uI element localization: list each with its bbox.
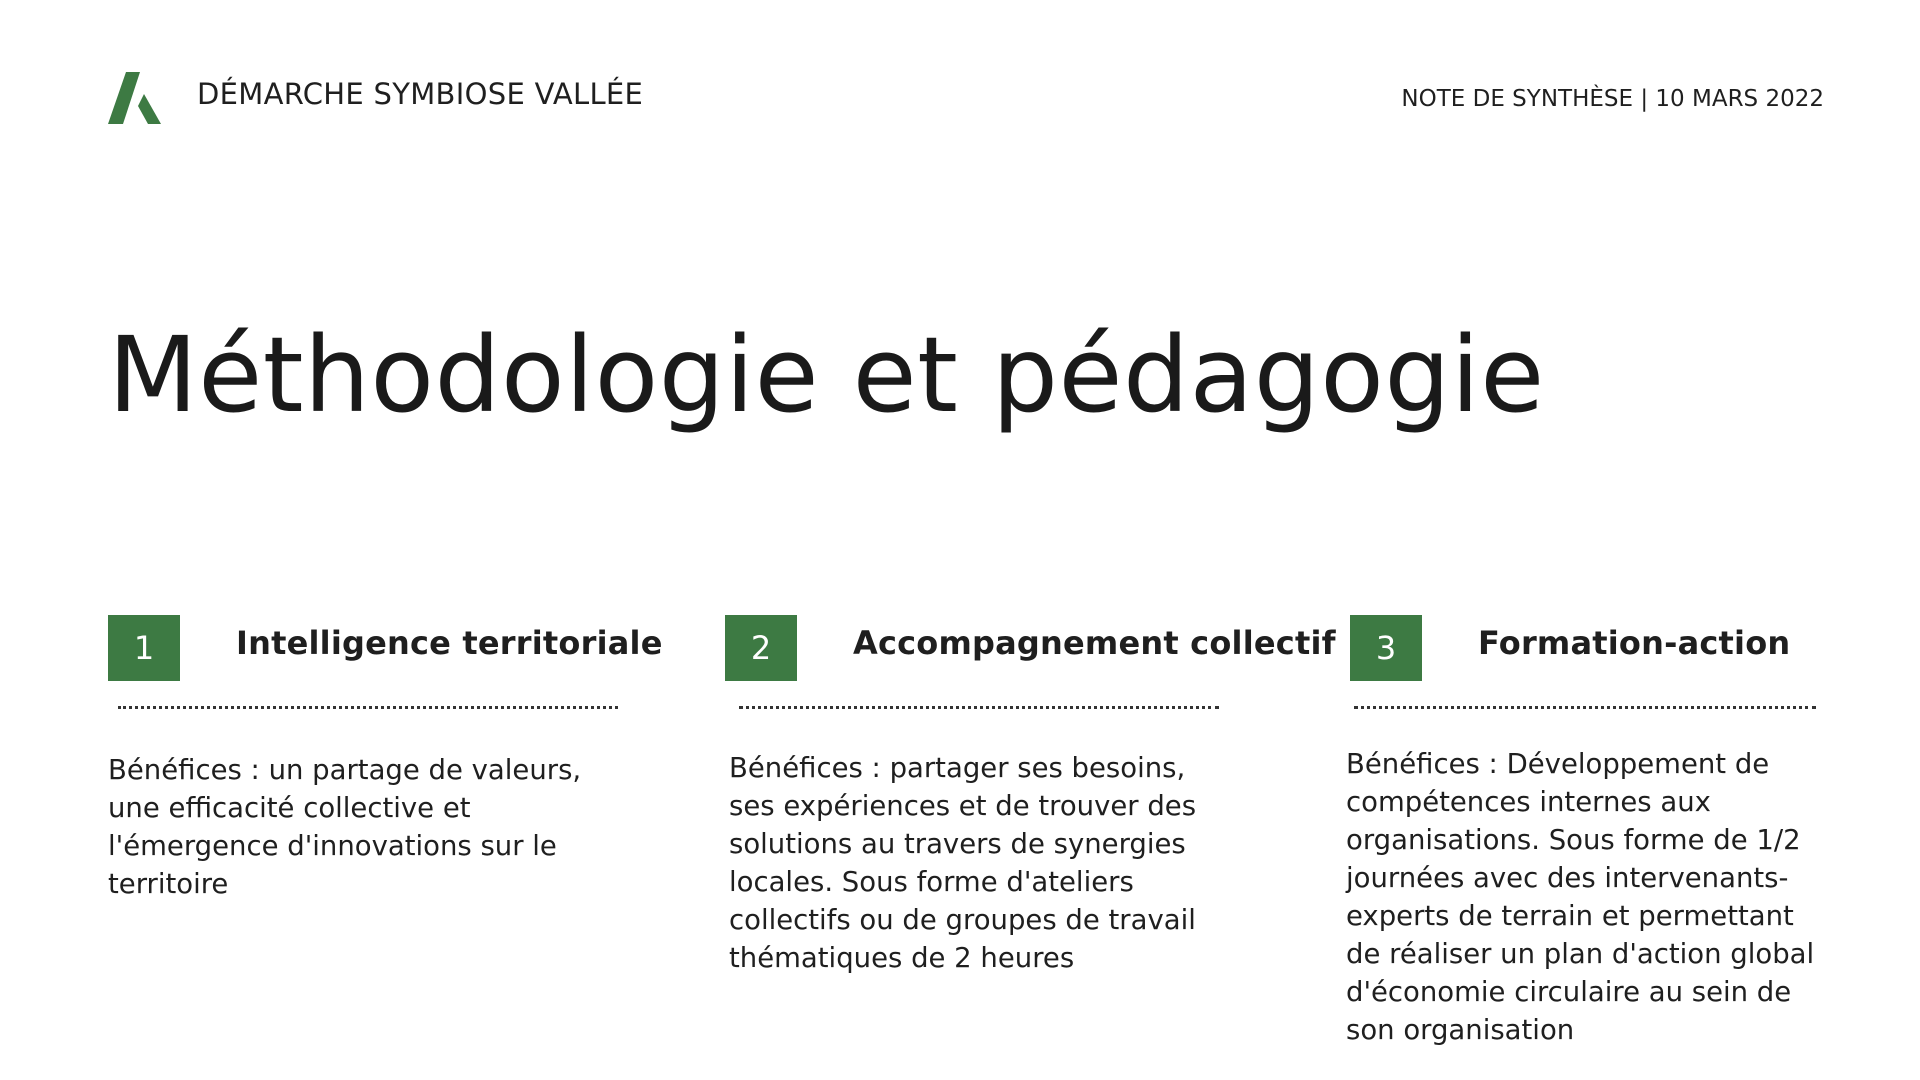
column-heading: Formation-action	[1478, 624, 1791, 662]
dotted-divider	[118, 706, 618, 709]
step-number-badge: 3	[1350, 615, 1422, 681]
column-body: Bénéfices : Développement de compétences internes aux organisations. Sous forme de 1/2 journées avec des intervenants-experts de terrain et permettant de réaliser un plan d'action global d'économie circulaire au sein de son organisation	[1346, 748, 1815, 1046]
page-title: Méthodologie et pédagogie	[108, 314, 1545, 436]
document-meta: NOTE DE SYNTHÈSE | 10 MARS 2022	[1401, 86, 1824, 112]
dotted-divider	[1354, 706, 1816, 709]
step-number-badge: 1	[108, 615, 180, 681]
column-heading: Intelligence territoriale	[236, 624, 663, 662]
brand-name: DÉMARCHE SYMBIOSE VALLÉE	[197, 77, 644, 111]
column-body: Bénéfices : un partage de valeurs, une efficacité collective et l'émergence d'innovations sur le territoire	[108, 754, 582, 900]
dotted-divider	[739, 706, 1219, 709]
step-number-badge: 2	[725, 615, 797, 681]
column-heading: Accompagnement collectif	[853, 624, 1336, 662]
brand-logo-icon	[108, 72, 162, 126]
column-body: Bénéfices : partager ses besoins, ses expériences et de trouver des solutions au travers de synergies locales. Sous forme d'ateliers collectifs ou de groupes de travail thématiques de 2 heures	[729, 752, 1197, 974]
